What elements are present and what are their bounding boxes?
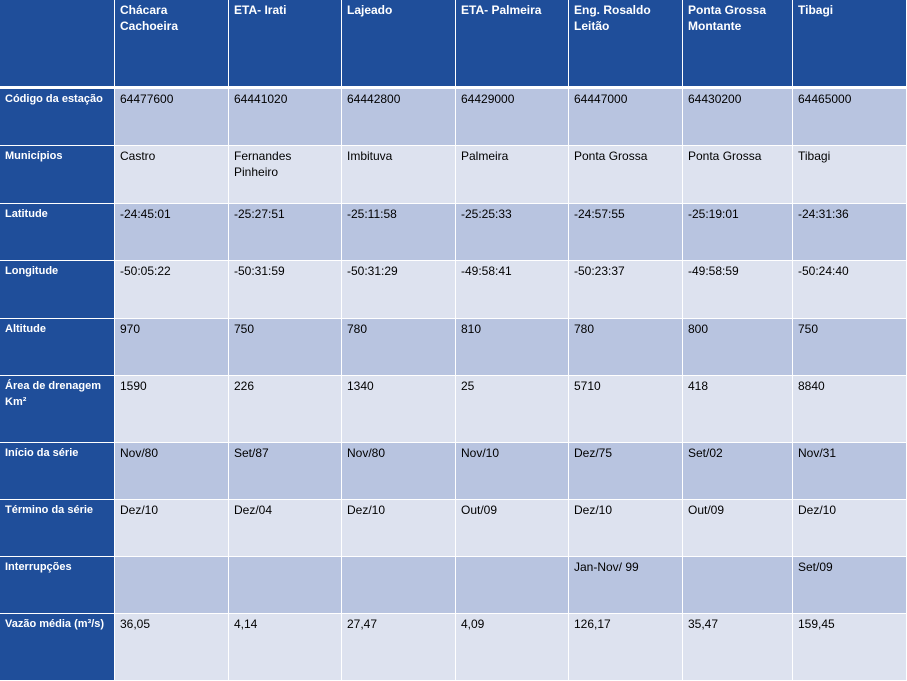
table-cell: -50:24:40 (793, 261, 907, 319)
row-label: Término da série (0, 500, 115, 557)
table-cell: 800 (683, 319, 793, 376)
header-row (0, 0, 907, 89)
table-cell: 64447000 (569, 89, 683, 146)
table-cell: 64465000 (793, 89, 907, 146)
table-cell: -49:58:41 (456, 261, 569, 319)
table-cell: 36,05 (115, 614, 229, 681)
table-cell: Set/09 (793, 557, 907, 614)
row-label: Área de drenagem Km² (0, 376, 115, 443)
table-cell: Dez/10 (793, 500, 907, 557)
table-cell: Tibagi (793, 146, 907, 204)
table-cell: 750 (793, 319, 907, 376)
table-cell (342, 557, 456, 614)
table-cell: 418 (683, 376, 793, 443)
table-cell: -25:25:33 (456, 204, 569, 261)
table-cell: 970 (115, 319, 229, 376)
table-cell: -49:58:59 (683, 261, 793, 319)
table-cell: Jan-Nov/ 99 (569, 557, 683, 614)
table-cell: -50:23:37 (569, 261, 683, 319)
row-label: Municípios (0, 146, 115, 204)
table-cell: Palmeira (456, 146, 569, 204)
table-cell: 27,47 (342, 614, 456, 681)
table-cell (115, 557, 229, 614)
row-label: Interrupções (0, 557, 115, 614)
row-label: Altitude (0, 319, 115, 376)
table-cell: 780 (569, 319, 683, 376)
station-header-eta-irati: ETA- Irati (229, 0, 342, 89)
table-row-vazao-media (0, 614, 907, 681)
table-cell: Dez/75 (569, 443, 683, 500)
station-header-ponta-grossa-montante: Ponta Grossa Montante (683, 0, 793, 89)
table-cell: 1340 (342, 376, 456, 443)
station-header-chacara-cachoeira: Chácara Cachoeira (115, 0, 229, 89)
table-cell (456, 557, 569, 614)
station-header-eta-palmeira: ETA- Palmeira (456, 0, 569, 89)
table-cell: Fernandes Pinheiro (229, 146, 342, 204)
table-cell: 4,14 (229, 614, 342, 681)
row-label: Código da estação (0, 89, 115, 146)
table-cell: 64477600 (115, 89, 229, 146)
table-cell: Nov/31 (793, 443, 907, 500)
corner-cell (0, 0, 115, 89)
table-cell: -50:31:59 (229, 261, 342, 319)
table-cell: 64442800 (342, 89, 456, 146)
table-row-latitude (0, 204, 907, 261)
table-cell: -25:11:58 (342, 204, 456, 261)
table-cell: -50:31:29 (342, 261, 456, 319)
table-cell: -25:27:51 (229, 204, 342, 261)
table-row-longitude (0, 261, 907, 319)
table-row-altitude (0, 319, 907, 376)
table-cell: Set/87 (229, 443, 342, 500)
table-cell: -24:31:36 (793, 204, 907, 261)
table-row-codigo (0, 89, 907, 146)
row-label: Início da série (0, 443, 115, 500)
table-row-area-drenagem (0, 376, 907, 443)
table-row-interrupcoes (0, 557, 907, 614)
table-cell: 64429000 (456, 89, 569, 146)
table-cell: 226 (229, 376, 342, 443)
table-cell: Out/09 (456, 500, 569, 557)
table-row-termino-serie (0, 500, 907, 557)
station-header-eng-rosaldo-leitao: Eng. Rosaldo Leitão (569, 0, 683, 89)
table-cell: 8840 (793, 376, 907, 443)
table-cell: -24:57:55 (569, 204, 683, 261)
table-cell: Nov/80 (115, 443, 229, 500)
station-header-lajeado: Lajeado (342, 0, 456, 89)
table-cell (683, 557, 793, 614)
table-row-inicio-serie (0, 443, 907, 500)
row-label: Vazão média (m³/s) (0, 614, 115, 681)
table-cell: Set/02 (683, 443, 793, 500)
table-cell: 810 (456, 319, 569, 376)
table-cell: 780 (342, 319, 456, 376)
table-cell: Dez/10 (342, 500, 456, 557)
table-cell: Nov/10 (456, 443, 569, 500)
table-cell: Ponta Grossa (683, 146, 793, 204)
table-cell: Castro (115, 146, 229, 204)
table-cell: Nov/80 (342, 443, 456, 500)
table-cell: 5710 (569, 376, 683, 443)
table-cell: 4,09 (456, 614, 569, 681)
table-cell: Imbituva (342, 146, 456, 204)
table-cell: 35,47 (683, 614, 793, 681)
table-cell: 126,17 (569, 614, 683, 681)
table-cell: 64430200 (683, 89, 793, 146)
station-header-tibagi: Tibagi (793, 0, 907, 89)
row-label: Latitude (0, 204, 115, 261)
table-cell: -25:19:01 (683, 204, 793, 261)
table-cell: 64441020 (229, 89, 342, 146)
row-label: Longitude (0, 261, 115, 319)
table-cell: Ponta Grossa (569, 146, 683, 204)
table-cell: 750 (229, 319, 342, 376)
table-cell: Dez/10 (569, 500, 683, 557)
table-cell (229, 557, 342, 614)
table-cell: Dez/10 (115, 500, 229, 557)
table-cell: Out/09 (683, 500, 793, 557)
table-row-municipios (0, 146, 907, 204)
table-cell: -50:05:22 (115, 261, 229, 319)
table-cell: 159,45 (793, 614, 907, 681)
table-cell: -24:45:01 (115, 204, 229, 261)
table-cell: 1590 (115, 376, 229, 443)
table-cell: Dez/04 (229, 500, 342, 557)
table-cell: 25 (456, 376, 569, 443)
